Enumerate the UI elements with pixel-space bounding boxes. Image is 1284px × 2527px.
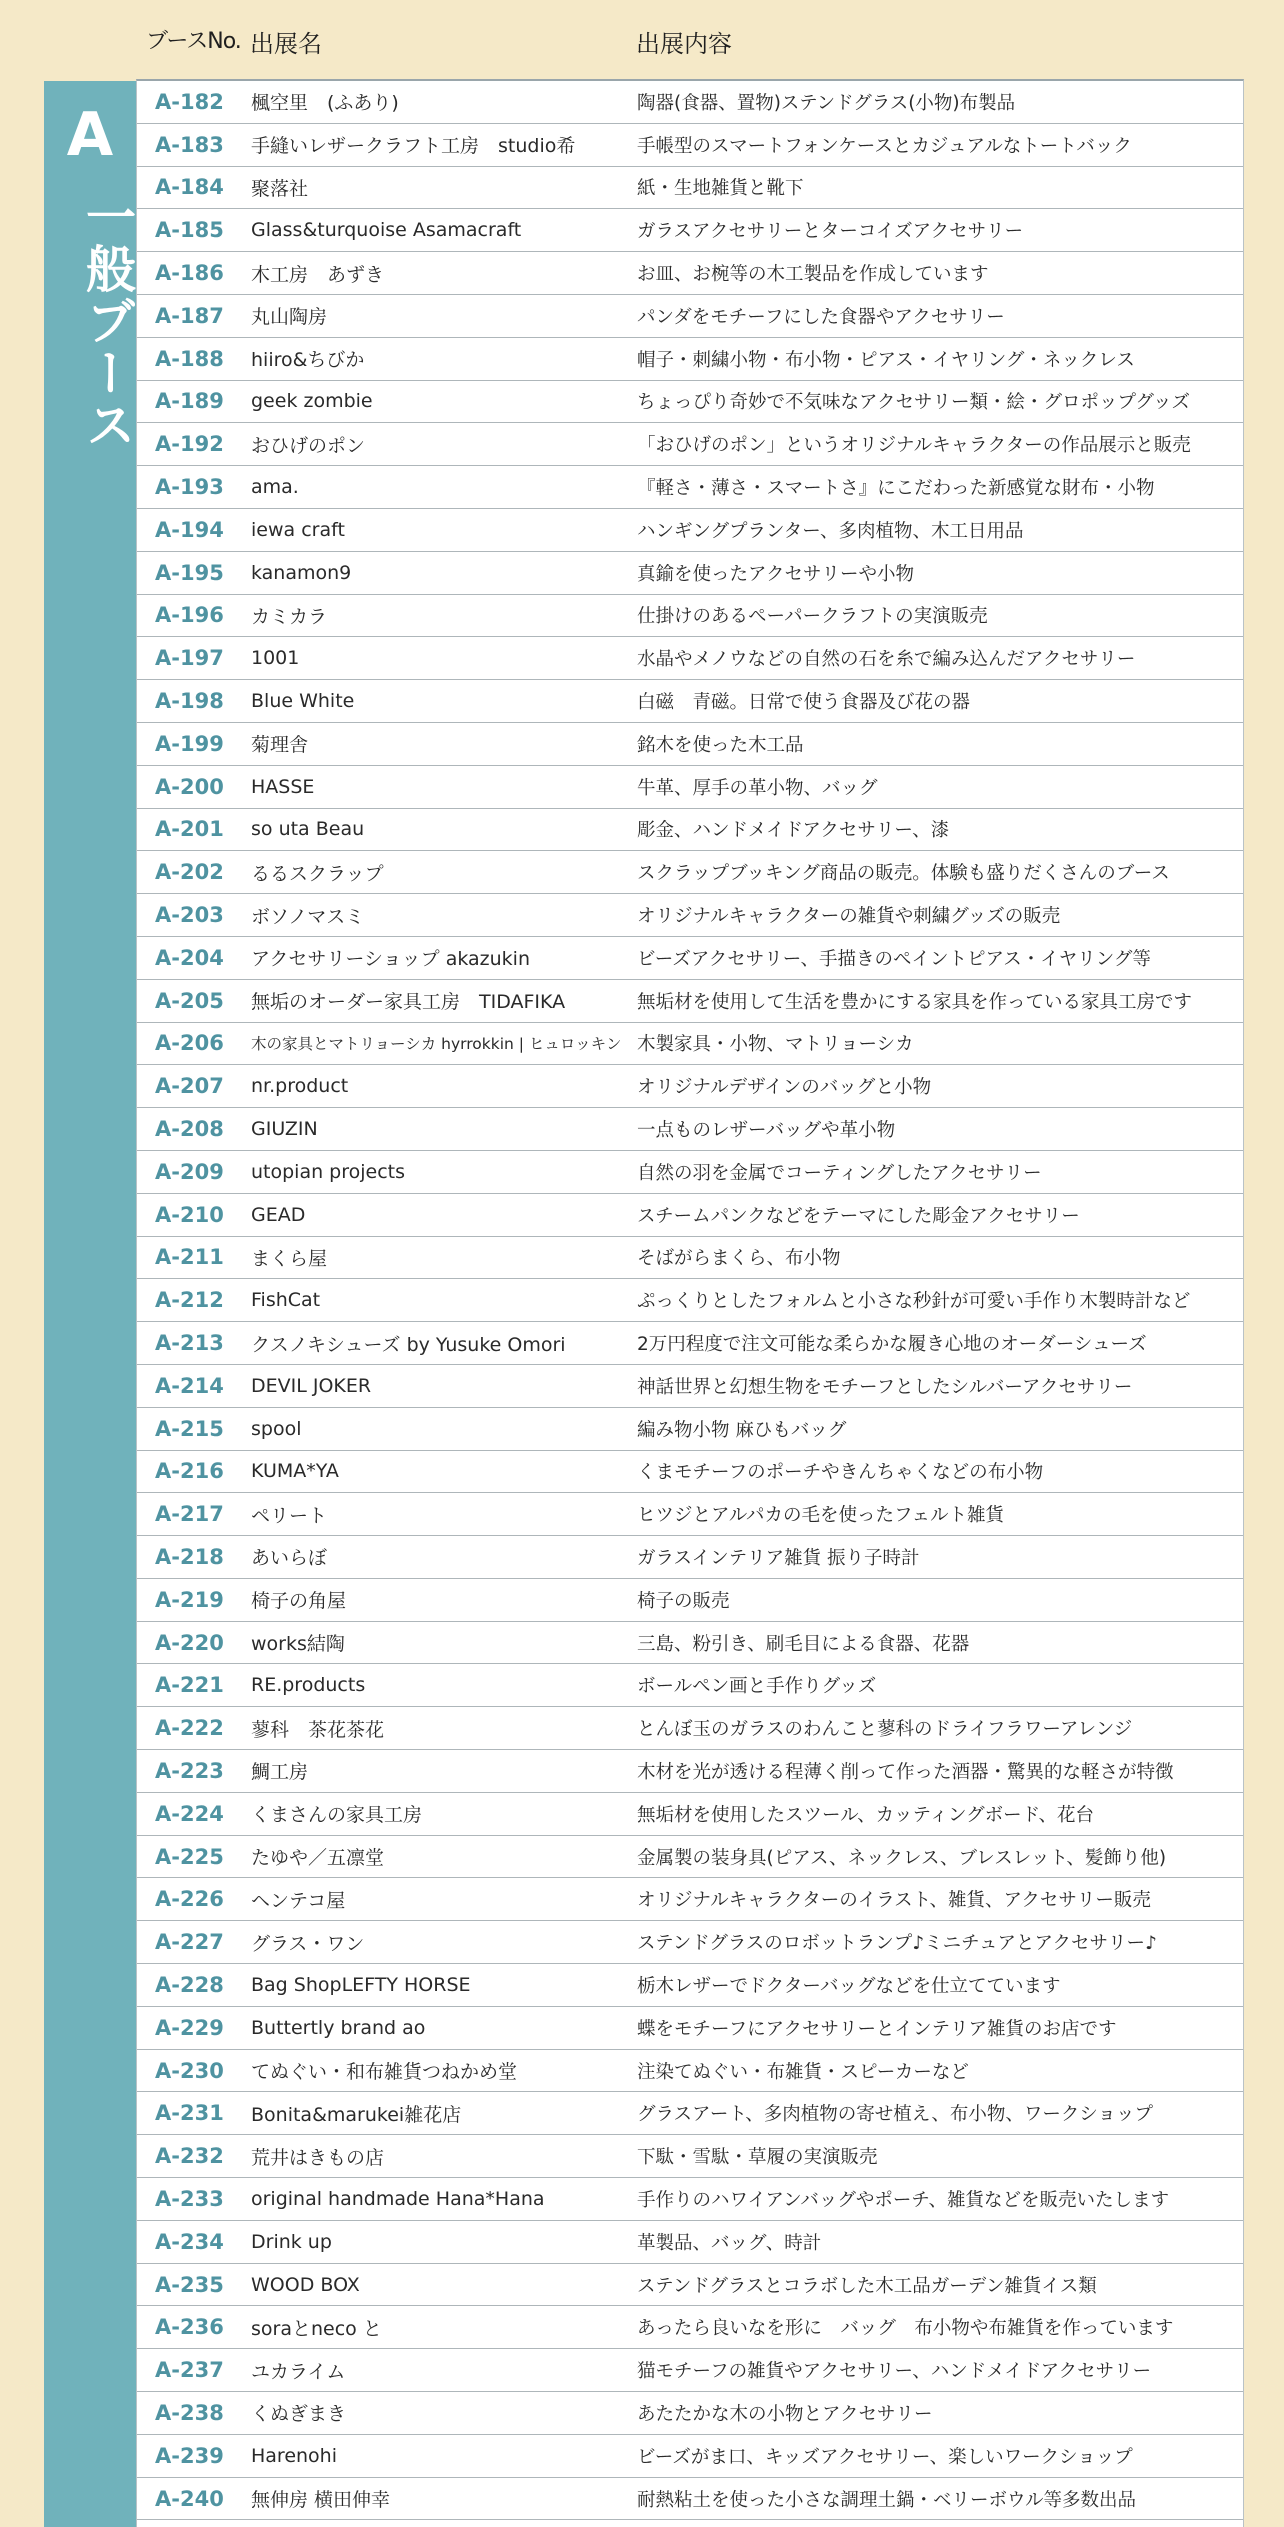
table-row	[137, 2349, 1243, 2392]
booth-number: A-225	[155, 1844, 224, 1869]
table-row	[137, 766, 1243, 809]
exhibit-content: ヒツジとアルパカの毛を使ったフェルト雑貨	[637, 1505, 1005, 1527]
content-column-header: 出展内容	[636, 30, 732, 58]
exhibitor-name: てぬぐい・和布雑貨つねかめ堂	[251, 2061, 518, 2084]
exhibitor-name: HASSE	[251, 775, 315, 798]
exhibitor-name: 無伸房 横田伸幸	[251, 2489, 391, 2512]
booth-number: A-210	[155, 1202, 224, 1227]
exhibitor-name: ヘンテコ屋	[251, 1889, 346, 1912]
table-row	[137, 381, 1243, 424]
table-row	[137, 1408, 1243, 1451]
exhibitor-name: まくら屋	[251, 1247, 328, 1270]
booth-number: A-192	[155, 432, 224, 457]
exhibitor-name: DEVIL JOKER	[251, 1374, 372, 1397]
exhibitor-name: 聚落社	[251, 177, 309, 200]
exhibit-content: スチームパンクなどをテーマにした彫金アクセサリー	[637, 1205, 1080, 1227]
exhibit-content: ビーズアクセサリー、手描きのペイントピアス・イヤリング等	[637, 948, 1151, 970]
exhibit-content: 神話世界と幻想生物をモチーフとしたシルバーアクセサリー	[637, 1376, 1133, 1398]
exhibitor-name: RE.products	[251, 1674, 366, 1697]
booth-table	[136, 79, 1244, 2527]
exhibitor-name: original handmade Hana*Hana	[251, 2187, 545, 2210]
table-row	[137, 809, 1243, 852]
table-row	[137, 466, 1243, 509]
exhibit-content: 三島、粉引き、刷毛目による食器、花器	[637, 1633, 970, 1655]
table-row	[137, 209, 1243, 252]
exhibitor-name: geek zombie	[251, 390, 373, 413]
booth-number: A-236	[155, 2315, 224, 2340]
booth-number: A-227	[155, 1930, 224, 1955]
booth-number: A-185	[155, 218, 224, 243]
booth-number: A-232	[155, 2144, 224, 2169]
booth-number: A-224	[155, 1801, 224, 1826]
exhibit-content: 注染てぬぐい・布雑貨・スピーカーなど	[637, 2061, 969, 2083]
exhibit-content: あったら良いなを形に バッグ 布小物や布雑貨を作っています	[637, 2318, 1174, 2340]
exhibit-content: くまモチーフのポーチやきんちゃくなどの布小物	[637, 1462, 1044, 1484]
exhibitor-name: spool	[251, 1417, 302, 1440]
booth-number: A-229	[155, 2015, 224, 2040]
exhibitor-name: Glass&turquoise Asamacraft	[251, 219, 522, 242]
exhibit-content: 陶器(食器、置物)ステンドグラス(小物)布製品	[637, 92, 1016, 114]
table-row	[137, 723, 1243, 766]
exhibit-content: 革製品、バッグ、時計	[637, 2232, 822, 2254]
exhibit-content: 金属製の装身具(ピアス、ネックレス、ブレスレット、髪飾り他)	[637, 1847, 1167, 1869]
exhibitor-name: Buttertly brand ao	[251, 2016, 426, 2039]
table-row	[137, 1151, 1243, 1194]
booth-number: A-216	[155, 1459, 224, 1484]
exhibitor-name: るるスクラップ	[251, 862, 384, 885]
booth-number: A-230	[155, 2058, 224, 2083]
table-row	[137, 1493, 1243, 1536]
table-row	[137, 2264, 1243, 2307]
booth-number: A-206	[155, 1031, 224, 1056]
booth-number: A-183	[155, 132, 224, 157]
exhibitor-name: くまさんの家具工房	[251, 1804, 423, 1827]
exhibit-content: 蝶をモチーフにアクセサリーとインテリア雑貨のお店です	[637, 2018, 1117, 2040]
exhibit-content: 水晶やメノウなどの自然の石を糸で編み込んだアクセサリー	[637, 649, 1136, 671]
table-row	[137, 2435, 1243, 2478]
table-row	[137, 595, 1243, 638]
booth-number: A-182	[155, 89, 224, 114]
table-row	[137, 680, 1243, 723]
booth-number: A-238	[155, 2400, 224, 2425]
table-row	[137, 1322, 1243, 1365]
booth-number: A-199	[155, 731, 224, 756]
table-row	[137, 894, 1243, 937]
booth-number: A-189	[155, 389, 224, 414]
exhibit-content: 猫モチーフの雑貨やアクセサリー、ハンドメイドアクセサリー	[637, 2361, 1152, 2383]
table-row	[137, 423, 1243, 466]
table-row	[137, 1065, 1243, 1108]
exhibit-content: とんぼ玉のガラスのわんこと蓼科のドライフラワーアレンジ	[637, 1719, 1133, 1741]
exhibit-content: 『軽さ・薄さ・スマートさ』にこだわった新感覚な財布・小物	[637, 478, 1155, 500]
exhibit-content: 木材を光が透ける程薄く削って作った酒器・驚異的な軽さが特徴	[637, 1761, 1174, 1783]
booth-number: A-228	[155, 1972, 224, 1997]
exhibitor-name: 無垢のオーダー家具工房 TIDAFIKA	[251, 991, 566, 1014]
table-row	[137, 338, 1243, 381]
exhibit-content: 椅子の販売	[637, 1590, 730, 1612]
table-row	[137, 2135, 1243, 2178]
booth-number: A-202	[155, 860, 224, 885]
booth-number: A-234	[155, 2229, 224, 2254]
section-letter: A	[66, 100, 114, 170]
booth-number: A-237	[155, 2358, 224, 2383]
exhibitor-name: 菊理舎	[251, 734, 309, 757]
booth-number: A-193	[155, 475, 224, 500]
exhibitor-name: カミカラ	[251, 605, 328, 628]
booth-number: A-233	[155, 2186, 224, 2211]
exhibit-content: ぷっくりとしたフォルムと小さな秒針が可愛い手作り木製時計など	[637, 1291, 1191, 1313]
booth-number: A-239	[155, 2443, 224, 2468]
booth-number: A-219	[155, 1587, 224, 1612]
exhibitor-column-header: 出展名	[250, 30, 322, 58]
booth-number: A-218	[155, 1544, 224, 1569]
exhibit-content: 2万円程度で注文可能な柔らかな履き心地のオーダーシューズ	[637, 1334, 1147, 1355]
exhibitor-name: 蓼科 茶花茶花	[251, 1718, 385, 1741]
exhibit-content: 栃木レザーでドクターバッグなどを仕立てています	[637, 1975, 1061, 1997]
exhibit-content: 自然の羽を金属でコーティングしたアクセサリー	[637, 1162, 1042, 1184]
booth-number: A-221	[155, 1673, 224, 1698]
booth-number: A-203	[155, 903, 224, 928]
table-row	[137, 1622, 1243, 1665]
table-row	[137, 167, 1243, 210]
table-row	[137, 1237, 1243, 1280]
exhibitor-name: おひげのポン	[251, 434, 366, 457]
exhibit-content: ボールペン画と手作りグッズ	[637, 1676, 877, 1698]
booth-no-column-header: ブースNo.	[146, 29, 241, 54]
exhibitor-name: Blue White	[251, 690, 355, 713]
table-row	[137, 1836, 1243, 1879]
exhibitor-name: くぬぎまき	[251, 2403, 347, 2426]
booth-number: A-201	[155, 817, 224, 842]
exhibitor-name: 木の家具とマトリョーシカ hyrrokkin | ヒュロッキン	[251, 1035, 622, 1054]
booth-number: A-223	[155, 1758, 224, 1783]
table-row	[137, 637, 1243, 680]
booth-number: A-200	[155, 774, 224, 799]
exhibitor-name: soraとneco と	[251, 2317, 382, 2340]
exhibit-content: 「おひげのポン」というオリジナルキャラクターの作品展示と販売	[637, 435, 1191, 457]
exhibit-content: 編み物小物 麻ひもバッグ	[637, 1419, 847, 1441]
section-sidebar	[44, 81, 136, 2527]
exhibitor-name: utopian projects	[251, 1160, 406, 1183]
table-header	[0, 0, 1284, 80]
exhibit-content: ビーズがま口、キッズアクセサリー、楽しいワークショップ	[637, 2446, 1133, 2468]
table-row	[137, 509, 1243, 552]
table-row	[137, 81, 1243, 124]
exhibit-content: 銘木を使った木工品	[637, 734, 804, 756]
table-row	[137, 1964, 1243, 2007]
booth-number: A-188	[155, 346, 224, 371]
table-row	[137, 2221, 1243, 2264]
exhibitor-name: Harenohi	[251, 2444, 338, 2467]
exhibit-content: グラスアート、多肉植物の寄せ植え、布小物、ワークショップ	[637, 2104, 1153, 2126]
booth-number: A-187	[155, 303, 224, 328]
exhibit-content: 無垢材を使用したスツール、カッティングボード、花台	[637, 1804, 1094, 1826]
exhibit-content: 真鍮を使ったアクセサリーや小物	[637, 563, 914, 585]
booth-number: A-231	[155, 2101, 224, 2126]
table-row	[137, 1365, 1243, 1408]
exhibit-content: 下駄・雪駄・草履の実演販売	[637, 2147, 878, 2169]
exhibit-content: オリジナルデザインのバッグと小物	[637, 1077, 932, 1099]
table-row	[137, 2092, 1243, 2135]
exhibit-content: 牛革、厚手の革小物、バッグ	[637, 777, 878, 799]
exhibitor-name: 丸山陶房	[251, 306, 328, 329]
booth-number: A-213	[155, 1331, 224, 1355]
exhibit-content: 帽子・刺繍小物・布小物・ピアス・イヤリング・ネックレス	[637, 349, 1135, 371]
exhibitor-name: WOOD BOX	[251, 2273, 360, 2296]
exhibitor-name: so uta Beau	[251, 818, 365, 841]
exhibit-content: 木製家具・小物、マトリョーシカ	[637, 1034, 914, 1056]
exhibitor-name: 椅子の角屋	[251, 1590, 347, 1613]
exhibit-content: オリジナルキャラクターのイラスト、雑貨、アクセサリー販売	[637, 1890, 1151, 1912]
exhibit-content: パンダをモチーフにした食器やアクセサリー	[637, 306, 1005, 328]
table-row	[137, 1707, 1243, 1750]
exhibitor-name: Bag ShopLEFTY HORSE	[251, 1973, 471, 1996]
table-row	[137, 851, 1243, 894]
table-row	[137, 980, 1243, 1023]
table-row	[137, 1023, 1243, 1066]
table-row	[137, 124, 1243, 167]
booth-number: A-209	[155, 1159, 224, 1184]
exhibitor-name: hiiro&ちびか	[251, 349, 365, 372]
booth-number: A-207	[155, 1074, 224, 1099]
exhibit-content: スクラップブッキング商品の販売。体験も盛りだくさんのブース	[637, 863, 1170, 885]
exhibitor-name: グラス・ワン	[251, 1932, 365, 1955]
table-row	[137, 295, 1243, 338]
exhibitor-name: iewa craft	[251, 518, 345, 541]
table-row	[137, 2392, 1243, 2435]
exhibitor-name: 手縫いレザークラフト工房 studio希	[251, 135, 576, 158]
exhibitor-name: あいらぼ	[251, 1547, 328, 1570]
booth-number: A-196	[155, 603, 224, 628]
exhibit-content: ガラスアクセサリーとターコイズアクセサリー	[637, 221, 1024, 243]
exhibitor-name: クスノキシューズ by Yusuke Omori	[251, 1333, 566, 1356]
exhibit-content: 手作りのハワイアンバッグやポーチ、雑貨などを販売いたします	[637, 2189, 1170, 2211]
booth-number: A-205	[155, 988, 224, 1013]
table-row	[137, 1579, 1243, 1622]
table-row	[137, 2178, 1243, 2221]
booth-number: A-197	[155, 646, 224, 671]
exhibitor-name: FishCat	[251, 1289, 321, 1312]
table-row	[137, 1108, 1243, 1151]
section-label-text: 一般ブース	[78, 191, 136, 451]
exhibitor-name: KUMA*YA	[251, 1460, 339, 1483]
exhibit-content: 紙・生地雑貨と靴下	[637, 178, 804, 200]
booth-number: A-214	[155, 1373, 224, 1398]
exhibit-content: ステンドグラスとコラボした木工品ガーデン雑貨イス類	[637, 2275, 1097, 2297]
exhibit-content: 仕掛けのあるペーパークラフトの実演販売	[637, 606, 988, 628]
table-row	[137, 1451, 1243, 1494]
exhibit-content: ハンギングプランター、多肉植物、木工日用品	[637, 520, 1024, 542]
exhibitor-name: ペリート	[251, 1504, 328, 1527]
exhibit-content: 耐熱粘土を使った小さな調理土鍋・ベリーボウル等多数出品	[637, 2489, 1136, 2511]
table-row	[137, 2050, 1243, 2093]
exhibitor-name: Bonita&marukei雑花店	[251, 2103, 462, 2126]
table-row	[137, 2007, 1243, 2050]
booth-number: A-217	[155, 1502, 224, 1527]
booth-number: A-240	[155, 2486, 224, 2511]
table-row	[137, 2306, 1243, 2349]
table-row	[137, 1194, 1243, 1237]
booth-number: A-195	[155, 560, 224, 585]
exhibit-content: ステンドグラスのロボットランプ♪ミニチュアとアクセサリー♪	[637, 1933, 1157, 1955]
exhibitor-name: ボソノマスミ	[251, 905, 365, 928]
booth-number: A-204	[155, 945, 224, 970]
exhibitor-name: 楓空里 (ふあり)	[251, 92, 399, 115]
booth-number: A-212	[155, 1288, 224, 1313]
exhibitor-name: 1001	[251, 647, 300, 670]
section-label	[44, 191, 136, 451]
exhibitor-name: 鯛工房	[251, 1761, 309, 1784]
exhibitor-name: Drink up	[251, 2230, 332, 2253]
table-row	[137, 1878, 1243, 1921]
exhibit-content: ガラスインテリア雑貨 振り子時計	[637, 1547, 920, 1569]
exhibitor-name: ama.	[251, 476, 299, 499]
exhibitor-name: nr.product	[251, 1075, 349, 1098]
table-row	[137, 1793, 1243, 1836]
table-row	[137, 1664, 1243, 1707]
exhibit-content: あたたかな木の小物とアクセサリー	[637, 2403, 933, 2425]
booth-number: A-186	[155, 261, 224, 286]
table-row	[137, 1921, 1243, 1964]
booth-number: A-235	[155, 2272, 224, 2297]
booth-number: A-208	[155, 1117, 224, 1142]
exhibit-content: 無垢材を使用して生活を豊かにする家具を作っている家具工房です	[637, 991, 1193, 1013]
exhibitor-name: たゆや／五凛堂	[251, 1847, 385, 1870]
booth-number: A-184	[155, 175, 224, 200]
exhibit-content: 白磁 青磁。日常で使う食器及び花の器	[637, 692, 971, 714]
table-row	[137, 1279, 1243, 1322]
exhibitor-name: works結陶	[251, 1633, 345, 1656]
exhibit-content: 一点ものレザーバッグや革小物	[637, 1120, 896, 1142]
exhibitor-name: GIUZIN	[251, 1118, 318, 1141]
exhibit-content: お皿、お椀等の木工製品を作成しています	[637, 264, 989, 286]
exhibitor-name: ユカライム	[251, 2360, 346, 2383]
booth-number: A-194	[155, 517, 224, 542]
booth-number: A-215	[155, 1416, 224, 1441]
booth-number: A-222	[155, 1716, 224, 1741]
exhibit-content: 彫金、ハンドメイドアクセサリー、漆	[637, 820, 950, 842]
exhibit-content: そばがらまくら、布小物	[637, 1248, 841, 1270]
exhibitor-name: kanamon9	[251, 561, 352, 584]
table-row	[137, 2478, 1243, 2521]
booth-number: A-211	[155, 1245, 224, 1270]
table-row	[137, 1750, 1243, 1793]
exhibit-content: ちょっぴり奇妙で不気味なアクセサリー類・絵・グロポップグッズ	[637, 392, 1190, 414]
booth-number: A-226	[155, 1887, 224, 1912]
exhibitor-name: 木工房 あずき	[251, 263, 385, 286]
booth-number: A-220	[155, 1630, 224, 1655]
exhibit-content: 手帳型のスマートフォンケースとカジュアルなトートバック	[637, 135, 1132, 157]
table-row	[137, 252, 1243, 295]
table-row	[137, 937, 1243, 980]
table-row	[137, 1536, 1243, 1579]
exhibitor-name: GEAD	[251, 1203, 306, 1226]
exhibitor-name: 荒井はきもの店	[251, 2146, 385, 2169]
table-row	[137, 552, 1243, 595]
exhibitor-name: アクセサリーショップ akazukin	[251, 948, 531, 971]
exhibit-content: オリジナルキャラクターの雑貨や刺繍グッズの販売	[637, 906, 1061, 928]
booth-number: A-198	[155, 689, 224, 714]
